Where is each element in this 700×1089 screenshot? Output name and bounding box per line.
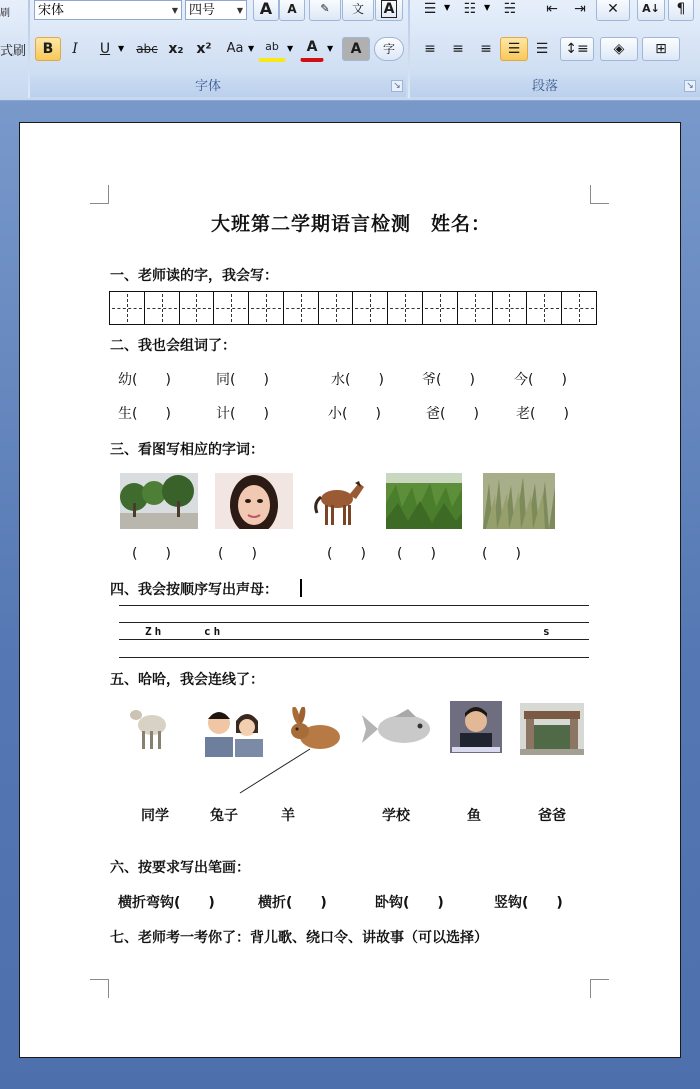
stroke-item: 横折弯钩( ) <box>118 895 215 911</box>
multilevel-list-icon: ☵ <box>503 1 517 17</box>
grid-cell <box>319 292 354 324</box>
word-item: 水( ) <box>331 372 384 388</box>
left-fragment-top: 刷 <box>0 8 10 19</box>
writing-line <box>119 622 589 623</box>
grid-cell <box>458 292 493 324</box>
section-7-heading: 七、老师考一考你了：背儿歌、绕口令、讲故事（可以选择） <box>110 930 488 946</box>
document-title: 大班第二学期语言检测 姓名： <box>210 213 491 235</box>
ribbon <box>0 0 700 101</box>
document-page[interactable] <box>19 122 681 1058</box>
text-cursor <box>300 579 302 597</box>
format-painter-label[interactable]: 式刷 <box>0 44 27 59</box>
font-size-select[interactable] <box>185 0 247 20</box>
woman-portrait-image <box>215 473 293 529</box>
margin-corner-tl <box>90 185 109 204</box>
numbering-button[interactable] <box>456 0 484 21</box>
chevron-down-icon: ▼ <box>287 44 294 53</box>
align-left-button[interactable] <box>416 37 444 61</box>
word-item: 幼( ) <box>118 372 171 388</box>
pinyin-initial: Zh <box>145 625 165 638</box>
match-word: 鱼 <box>467 808 481 824</box>
chevron-down-icon: ▼ <box>236 6 243 15</box>
highlight-button[interactable]: ab <box>258 35 286 62</box>
grid-cell <box>562 292 596 324</box>
grid-cell <box>110 292 145 324</box>
char-shading-button[interactable]: A <box>342 37 370 61</box>
stroke-item: 卧钩( ) <box>375 895 444 911</box>
word-item: 爸( ) <box>426 406 479 422</box>
writing-grid <box>109 291 597 325</box>
grid-cell <box>284 292 319 324</box>
decrease-indent-button[interactable] <box>538 0 566 21</box>
answer-blank: ( ) <box>218 546 257 562</box>
father-image <box>450 701 502 753</box>
word-item: 同( ) <box>216 372 269 388</box>
enclose-chars-button[interactable]: 字 <box>374 37 404 61</box>
match-word: 兔子 <box>210 808 238 824</box>
align-right-icon: ≡ <box>480 41 492 57</box>
writing-line <box>119 639 589 640</box>
font-group-label: 字体 <box>194 79 221 94</box>
grid-cell <box>214 292 249 324</box>
distributed-button[interactable] <box>528 37 556 61</box>
grid-cell <box>145 292 180 324</box>
section-1-heading: 一、老师读的字，我会写： <box>110 268 278 284</box>
bold-button[interactable]: B <box>35 37 61 61</box>
decrease-indent-icon: ⇤ <box>546 1 558 17</box>
align-right-button[interactable] <box>472 37 500 61</box>
connector-line <box>236 747 316 797</box>
sort-button[interactable]: A↓ <box>637 0 665 21</box>
align-center-icon: ≡ <box>452 41 464 57</box>
chevron-down-icon: ▼ <box>118 44 125 53</box>
writing-line <box>119 605 589 606</box>
sheep-image <box>128 701 172 755</box>
section-6-heading: 六、按要求写出笔画： <box>110 860 250 876</box>
word-item: 今( ) <box>514 372 567 388</box>
grid-cell <box>423 292 458 324</box>
align-center-button[interactable] <box>444 37 472 61</box>
corn-field-image <box>386 473 462 529</box>
fish-image <box>360 707 438 751</box>
char-border-icon: A <box>381 0 398 18</box>
change-case-button[interactable]: Aa <box>226 41 244 56</box>
match-word: 同学 <box>141 808 169 824</box>
strikethrough-button[interactable]: abc <box>136 42 158 56</box>
grid-cell <box>249 292 284 324</box>
word-item: 老( ) <box>516 406 569 422</box>
paint-bucket-icon: ◈ <box>613 41 625 57</box>
font-dialog-launcher[interactable]: ↘ <box>391 80 403 92</box>
grid-cell <box>388 292 423 324</box>
asian-layout-icon: ✕ <box>607 1 619 17</box>
margin-corner-br <box>590 979 609 998</box>
match-word: 爸爸 <box>538 808 566 824</box>
word-item: 计( ) <box>216 406 269 422</box>
increase-indent-button[interactable] <box>566 0 594 21</box>
multilevel-list-button[interactable] <box>496 0 524 21</box>
grid-cell <box>353 292 388 324</box>
stroke-item: 横折( ) <box>258 895 327 911</box>
font-color-button[interactable]: A <box>300 35 324 62</box>
horse-image <box>309 475 369 529</box>
match-word: 学校 <box>382 808 410 824</box>
section-4-heading: 四、我会按顺序写出声母： <box>110 582 278 598</box>
chevron-down-icon: ▼ <box>444 3 451 12</box>
section-3-heading: 三、看图写相应的字词： <box>110 442 264 458</box>
grid-cell <box>527 292 562 324</box>
stroke-item: 竖钩( ) <box>494 895 563 911</box>
align-left-icon: ≡ <box>424 41 436 57</box>
chevron-down-icon: ▼ <box>327 44 334 53</box>
shrink-font-button[interactable]: A <box>279 0 305 21</box>
phonetic-guide-button[interactable]: 文 <box>342 0 374 21</box>
bullet-list-icon: ☰ <box>423 1 437 17</box>
font-name-select[interactable] <box>34 0 182 20</box>
answer-blank: ( ) <box>327 546 366 562</box>
grid-cell <box>493 292 528 324</box>
line-spacing-button[interactable] <box>560 37 594 61</box>
font-name-value: 宋体 <box>38 3 65 18</box>
chevron-down-icon: ▼ <box>484 3 491 12</box>
line-spacing-icon: ↕≡ <box>565 41 589 57</box>
numbered-list-icon: ☷ <box>463 1 477 17</box>
chevron-down-icon: ▼ <box>171 6 178 15</box>
answer-blank: ( ) <box>397 546 436 562</box>
show-marks-button[interactable] <box>668 0 694 21</box>
word-item: 生( ) <box>118 406 171 422</box>
char-border-button[interactable] <box>375 0 403 21</box>
asian-layout-button[interactable] <box>596 0 630 21</box>
superscript-button[interactable]: x² <box>196 41 212 57</box>
pinyin-initial: ch <box>204 625 224 638</box>
school-gate-image <box>520 703 584 755</box>
chevron-down-icon: ▼ <box>248 44 255 53</box>
subscript-button[interactable]: x₂ <box>168 41 184 57</box>
bullets-button[interactable] <box>416 0 444 21</box>
grow-font-button[interactable]: A <box>253 0 279 21</box>
paragraph-group-label: 段落 <box>531 79 558 94</box>
border-grid-icon: ⊞ <box>655 41 667 57</box>
answer-blank: ( ) <box>132 546 171 562</box>
section-2-heading: 二、我也会组词了： <box>110 338 236 354</box>
underline-button[interactable]: U <box>99 41 111 57</box>
grass-image <box>483 473 555 529</box>
margin-corner-bl <box>90 979 109 998</box>
park-trees-image <box>120 473 198 529</box>
increase-indent-icon: ⇥ <box>574 1 586 17</box>
word-item: 小( ) <box>328 406 381 422</box>
justify-button[interactable] <box>500 37 528 61</box>
eraser-icon: ✎ <box>320 2 330 15</box>
shading-button[interactable] <box>600 37 638 61</box>
grid-cell <box>180 292 215 324</box>
word-item: 爷( ) <box>422 372 475 388</box>
pinyin-initial: s <box>543 625 553 638</box>
italic-button[interactable]: I <box>72 41 78 57</box>
margin-corner-tr <box>590 185 609 204</box>
font-size-value: 四号 <box>189 3 216 18</box>
justify-icon: ☰ <box>507 41 521 57</box>
distributed-icon: ☰ <box>535 41 549 57</box>
answer-blank: ( ) <box>482 546 521 562</box>
paragraph-dialog-launcher[interactable]: ↘ <box>684 80 696 92</box>
writing-line <box>119 657 589 658</box>
pilcrow-icon: ¶ <box>676 1 686 17</box>
clear-format-button[interactable] <box>309 0 341 21</box>
section-5-heading: 五、哈哈，我会连线了： <box>110 672 264 688</box>
match-word: 羊 <box>281 808 295 824</box>
borders-button[interactable] <box>642 37 680 61</box>
